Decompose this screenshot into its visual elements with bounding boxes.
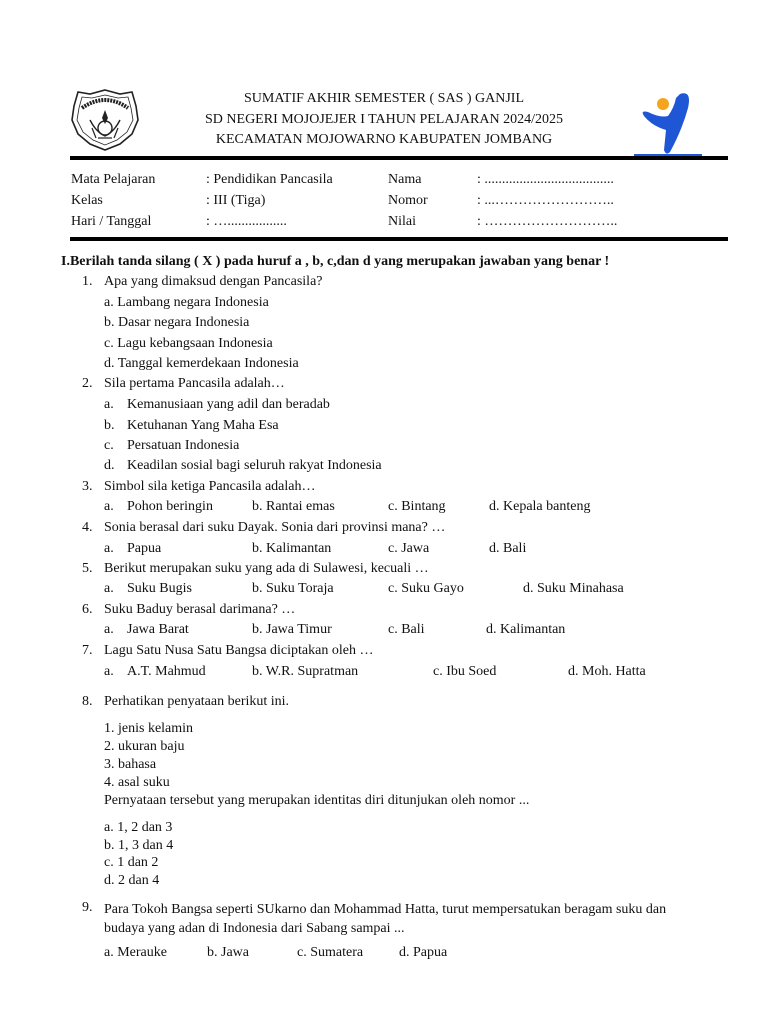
answer-option[interactable]: c. Lagu kebangsaan Indonesia (104, 336, 273, 351)
answer-option[interactable]: d. Moh. Hatta (568, 664, 646, 679)
answer-option[interactable]: b. 1, 3 dan 4 (104, 838, 174, 853)
question-number: 2. (82, 376, 93, 391)
question-prompt: Pernyataan tersebut yang merupakan identitas diri ditunjukan oleh nomor ... (104, 793, 530, 808)
answer-option[interactable]: b. Kalimantan (252, 541, 332, 556)
answer-option[interactable]: a. Lambang negara Indonesia (104, 295, 269, 310)
answer-option[interactable]: d. Kalimantan (486, 622, 566, 637)
statement-item: 4. asal suku (104, 775, 170, 790)
answer-option[interactable]: c. Suku Gayo (388, 581, 464, 596)
answer-option[interactable]: a. Merauke (104, 945, 167, 960)
answer-option[interactable]: a. 1, 2 dan 3 (104, 820, 173, 835)
question-number: 8. (82, 694, 93, 709)
option-letter: a. (104, 541, 114, 556)
question-text: Berikut merupakan suku yang ada di Sulawesi, kecuali … (104, 561, 429, 576)
statement-item: 2. ukuran baju (104, 739, 185, 754)
question-number: 4. (82, 520, 93, 535)
identity-label-number: Nomor (388, 193, 428, 208)
school-name: SD NEGERI MOJOJEJER I TAHUN PELAJARAN 2024/2025 (205, 111, 563, 127)
option-letter: c. (104, 438, 114, 453)
question-number: 1. (82, 274, 93, 289)
identity-label: Mata Pelajaran (71, 172, 156, 187)
answer-option[interactable]: b. Jawa Timur (252, 622, 332, 637)
answer-option[interactable]: Papua (127, 541, 162, 556)
answer-option[interactable]: d. Tanggal kemerdekaan Indonesia (104, 356, 299, 371)
question-text: Simbol sila ketiga Pancasila adalah… (104, 479, 316, 494)
identity-label-score: Nilai (388, 214, 416, 229)
answer-option[interactable]: Kemanusiaan yang adil dan beradab (127, 397, 330, 412)
option-letter: a. (104, 499, 114, 514)
identity-label: Kelas (71, 193, 103, 208)
answer-option[interactable]: Keadilan sosial bagi seluruh rakyat Indonesia (127, 458, 382, 473)
name-field[interactable]: : ..................................... (477, 172, 614, 187)
answer-option[interactable]: d. 2 dan 4 (104, 873, 160, 888)
question-text: Para Tokoh Bangsa seperti SUkarno dan Mohammad Hatta, turut mempersatukan beragam suku dan budaya yang adan di Indonesia dari Sabang sampai ... (104, 902, 667, 936)
statement-item: 3. bahasa (104, 757, 157, 772)
section-instruction: I.Berilah tanda silang ( X ) pada huruf a , b, c,dan d yang merupakan jawaban yang benar ! (61, 254, 610, 269)
statement-item: 1. jenis kelamin (104, 721, 194, 736)
school-header (140, 89, 628, 151)
question-text: Suku Baduy berasal darimana? … (104, 602, 296, 617)
option-letter: a. (104, 664, 114, 679)
answer-option[interactable]: d. Papua (399, 945, 448, 960)
answer-option[interactable]: Pohon beringin (127, 499, 213, 514)
answer-option[interactable]: b. Rantai emas (252, 499, 335, 514)
option-letter: a. (104, 622, 114, 637)
answer-option[interactable]: b. Dasar negara Indonesia (104, 315, 250, 330)
date-field[interactable]: : …................. (206, 214, 287, 229)
exam-title: SUMATIF AKHIR SEMESTER ( SAS ) GANJIL (243, 91, 525, 106)
identity-value: : III (Tiga) (206, 193, 266, 208)
question-text: Sonia berasal dari suku Dayak. Sonia dari provinsi mana? … (104, 520, 446, 535)
answer-option[interactable]: c. 1 dan 2 (104, 855, 159, 870)
option-letter: a. (104, 397, 114, 412)
answer-option[interactable]: c. Sumatera (297, 945, 364, 960)
identity-label-name: Nama (388, 172, 422, 187)
question-text: Sila pertama Pancasila adalah… (104, 376, 285, 391)
answer-option[interactable]: c. Jawa (388, 541, 430, 556)
question-number: 6. (82, 602, 93, 617)
header-divider (70, 156, 728, 160)
answer-option[interactable]: d. Suku Minahasa (523, 581, 624, 596)
question-number: 5. (82, 561, 93, 576)
answer-option[interactable]: d. Bali (489, 541, 527, 556)
answer-option[interactable]: Ketuhanan Yang Maha Esa (127, 418, 279, 433)
option-letter: b. (104, 418, 115, 433)
question-number: 9. (82, 900, 93, 915)
tut-wuri-handayani-logo-icon (70, 88, 140, 152)
score-field[interactable]: : ……………………….. (477, 214, 618, 229)
answer-option[interactable]: Persatuan Indonesia (127, 438, 240, 453)
identity-value: : Pendidikan Pancasila (206, 172, 333, 187)
answer-option[interactable]: Jawa Barat (127, 622, 189, 637)
question-number: 3. (82, 479, 93, 494)
answer-option[interactable]: b. Suku Toraja (252, 581, 334, 596)
question-text: Perhatikan penyataan berikut ini. (104, 694, 290, 709)
option-letter: a. (104, 581, 114, 596)
answer-option[interactable]: c. Ibu Soed (433, 664, 497, 679)
identity-divider (70, 237, 728, 241)
question-text: Lagu Satu Nusa Satu Bangsa diciptakan oleh … (104, 643, 374, 658)
answer-option[interactable]: b. W.R. Supratman (252, 664, 359, 679)
school-brand-logo-icon (630, 86, 704, 158)
answer-option[interactable]: c. Bintang (388, 499, 446, 514)
answer-option[interactable]: c. Bali (388, 622, 425, 637)
district-name: KECAMATAN MOJOWARNO KABUPATEN JOMBANG (215, 132, 553, 147)
answer-option[interactable]: b. Jawa (207, 945, 249, 960)
answer-option[interactable]: d. Kepala banteng (489, 499, 591, 514)
question-number: 7. (82, 643, 93, 658)
question-text: Apa yang dimaksud dengan Pancasila? (104, 274, 323, 289)
option-letter: d. (104, 458, 115, 473)
answer-option[interactable]: A.T. Mahmud (127, 664, 206, 679)
number-field[interactable]: : ...…………………….. (477, 193, 614, 208)
answer-option[interactable]: Suku Bugis (127, 581, 192, 596)
identity-label: Hari / Tanggal (71, 214, 152, 229)
